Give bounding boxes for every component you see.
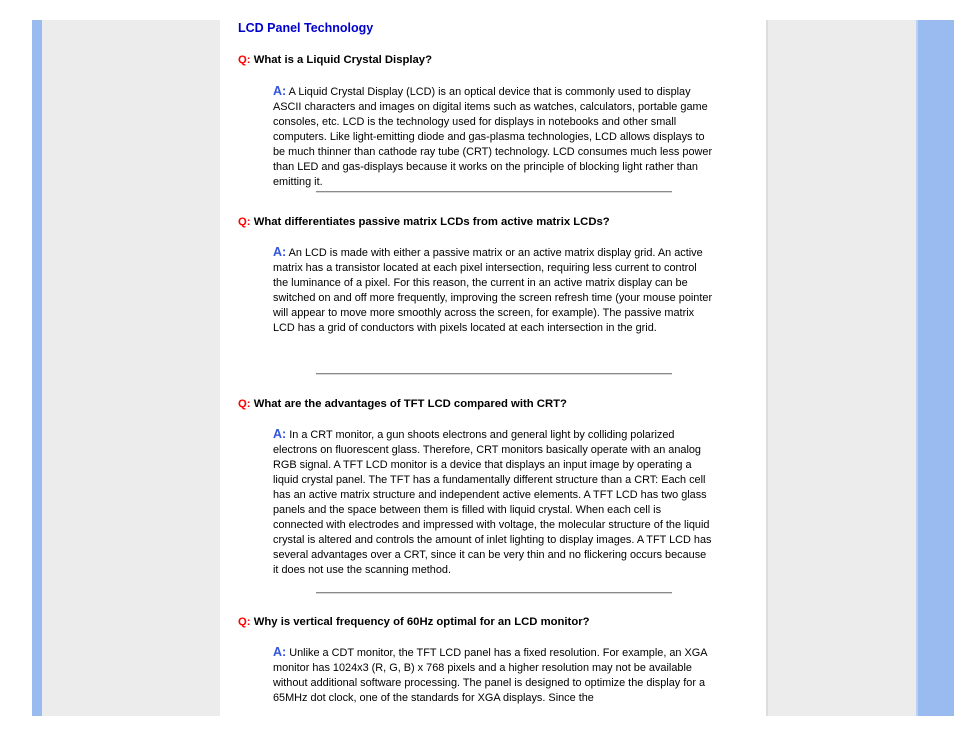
question — [238, 216, 758, 228]
question-text: What are the advantages of TFT LCD compared with CRT? — [253, 398, 567, 410]
question — [238, 616, 758, 628]
q-label: Q: — [238, 216, 251, 228]
answer-text: In a CRT monitor, a gun shoots electrons and general light by colliding polarized electrons on fluorescent glass. Therefore, CRT monitors basically operate with an analog RGB signal. A TFT LCD monitor is a device that displays an input image by operating a liquid crystal panel. The TFT has a fundamentally different structure than a CRT: Each cell has an active matrix structure and independent active elements. A TFT LCD has two glass panels and the space between them is filled with liquid crystal. When each cell is connected with electrodes and impressed with voltage, the molecular structure of the liquid crystal is altered and controls the amount of inlet lighting to display images. A TFT LCD has several advantages over a CRT, since it can be very thin and no flickering occurs because it does not use the scanning method. — [273, 429, 712, 576]
question — [238, 398, 758, 410]
a-label: A: — [273, 645, 287, 659]
separator-line — [316, 191, 672, 193]
left-blue-stripe — [32, 20, 42, 716]
q-label: Q: — [238, 54, 251, 66]
answer-text: A Liquid Crystal Display (LCD) is an optical device that is commonly used to display ASCII characters and images on digital items such as watches, calculators, portable game consoles, etc. LCD is the technology used for displays in notebooks and other small computers. Like light-emitting diode and gas-plasma technologies, LCD allows displays to be much thinner than cathode ray tube (CRT) technology. LCD consumes much less power than LED and gas-displays because it works on the principle of blocking light rather than emitting it. — [273, 86, 713, 188]
faq-item-passive-active — [238, 216, 758, 336]
answer — [273, 645, 713, 706]
answer — [273, 245, 713, 336]
question-text: What differentiates passive matrix LCDs from active matrix LCDs? — [253, 216, 610, 228]
faq-item-tft-vs-crt — [238, 398, 758, 578]
faq-item-lcd-definition — [238, 54, 758, 190]
a-label: A: — [273, 427, 287, 441]
faq-item-60hz — [238, 616, 758, 706]
left-gray-panel — [42, 20, 220, 716]
a-label: A: — [273, 84, 287, 98]
question-text: What is a Liquid Crystal Display? — [253, 54, 432, 66]
question — [238, 54, 758, 66]
answer — [273, 427, 713, 578]
answer-text: Unlike a CDT monitor, the TFT LCD panel has a fixed resolution. For example, an XGA monitor has 1024x3 (R, G, B) x 768 pixels and a higher resolution may not be available without additional software processing. The panel is designed to optimize the display for a 65MHz dot clock, one of the standards for XGA displays. Since the — [273, 647, 707, 704]
right-blue-stripe — [916, 20, 954, 716]
section-title: LCD Panel Technology — [238, 21, 374, 35]
q-label: Q: — [238, 616, 251, 628]
right-gray-panel — [766, 20, 916, 716]
content-area — [220, 20, 766, 716]
question-text: Why is vertical frequency of 60Hz optimal for an LCD monitor? — [253, 616, 590, 628]
answer — [273, 84, 713, 190]
q-label: Q: — [238, 398, 251, 410]
separator-line — [316, 373, 672, 375]
a-label: A: — [273, 245, 287, 259]
separator-line — [316, 592, 672, 594]
answer-text: An LCD is made with either a passive matrix or an active matrix display grid. An active matrix has a transistor located at each pixel intersection, requiring less current to control the luminance of a pixel. For this reason, the current in an active matrix display can be switched on and off more frequently, improving the screen refresh time (your mouse pointer will appear to move more smoothly across the screen, for example). The passive matrix LCD has a grid of conductors with pixels located at each intersection in the grid. — [273, 247, 713, 334]
